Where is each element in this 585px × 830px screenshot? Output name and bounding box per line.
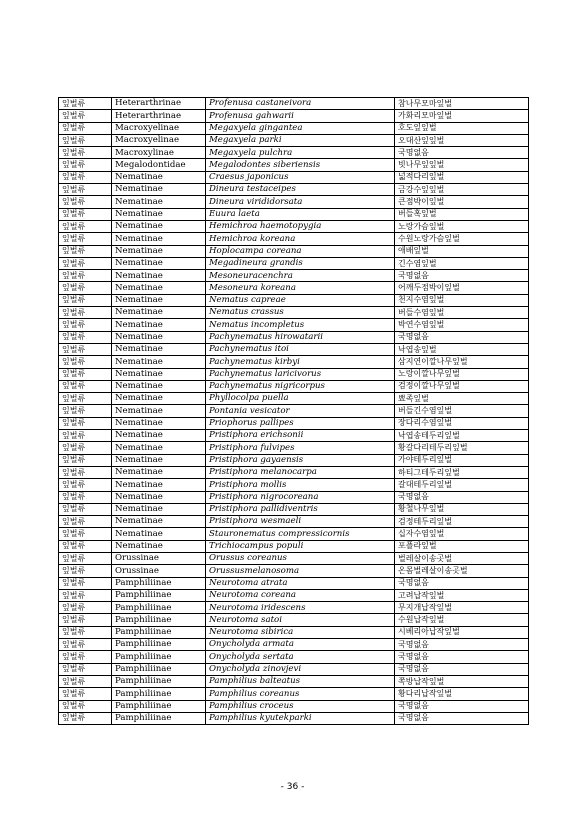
scientific-name-cell: Craesus japonicus [206,171,395,183]
table-row [59,491,529,503]
scientific-name-cell: Pristiphora nigrocoreana [206,491,395,503]
table-row [59,98,529,110]
table-row [59,466,529,478]
table-row [59,270,529,282]
table-row [59,442,529,454]
order-cell: 잎벌류 [59,626,112,638]
table-row [59,614,529,626]
table-row [59,220,529,232]
subfamily-cell: Nematinae [112,479,206,491]
table-row [59,380,529,392]
order-cell: 잎벌류 [59,442,112,454]
order-cell: 잎벌류 [59,159,112,171]
table-row [59,516,529,528]
korean-name-cell: 국명없음 [395,712,529,724]
subfamily-cell: Pamphiliinae [112,626,206,638]
order-cell: 잎벌류 [59,196,112,208]
scientific-name-cell: Nematus incompletus [206,319,395,331]
table-row [59,577,529,589]
table-row [59,147,529,159]
order-cell: 잎벌류 [59,98,112,110]
subfamily-cell: Nematinae [112,503,206,515]
table-row [59,307,529,319]
species-table [58,97,529,725]
korean-name-cell: 박연수염잎벌 [395,319,529,331]
scientific-name-cell: Neurotoma coreana [206,589,395,601]
korean-name-cell: 황철나무잎벌 [395,503,529,515]
order-cell: 잎벌류 [59,380,112,392]
table-row [59,331,529,343]
subfamily-cell: Nematinae [112,442,206,454]
species-table-body [59,98,529,725]
subfamily-cell: Nematinae [112,540,206,552]
korean-name-cell: 벌레살이송곳벌 [395,552,529,564]
order-cell: 잎벌류 [59,184,112,196]
order-cell: 잎벌류 [59,565,112,577]
table-row [59,257,529,269]
scientific-name-cell: Priophorus pallipes [206,417,395,429]
subfamily-cell: Nematinae [112,380,206,392]
subfamily-cell: Pamphiliinae [112,589,206,601]
table-row [59,122,529,134]
scientific-name-cell: Dineura virididorsata [206,196,395,208]
subfamily-cell: Nematinae [112,220,206,232]
subfamily-cell: Pamphiliinae [112,651,206,663]
scientific-name-cell: Pristiphora mollis [206,479,395,491]
table-row [59,479,529,491]
scientific-name-cell: Pristiphora erichsonii [206,430,395,442]
korean-name-cell: 긴수염잎벌 [395,257,529,269]
subfamily-cell: Nematinae [112,184,206,196]
korean-name-cell: 국명없음 [395,651,529,663]
table-row [59,528,529,540]
order-cell: 잎벌류 [59,393,112,405]
table-row [59,110,529,122]
scientific-name-cell: Onycholyda sertata [206,651,395,663]
scientific-name-cell: Pristiphora gayaensis [206,454,395,466]
subfamily-cell: Pamphiliinae [112,602,206,614]
order-cell: 잎벌류 [59,516,112,528]
scientific-name-cell: Hemichroa haemotopygia [206,220,395,232]
subfamily-cell: Nematinae [112,208,206,220]
scientific-name-cell: Hoplocampa coreana [206,245,395,257]
order-cell: 잎벌류 [59,171,112,183]
table-row [59,700,529,712]
order-cell: 잎벌류 [59,552,112,564]
order-cell: 잎벌류 [59,454,112,466]
subfamily-cell: Nematinae [112,405,206,417]
scientific-name-cell: Pachynematus kirbyi [206,356,395,368]
scientific-name-cell: Onycholyda armata [206,639,395,651]
table-row [59,430,529,442]
table-row [59,134,529,146]
table-row [59,319,529,331]
order-cell: 잎벌류 [59,430,112,442]
subfamily-cell: Nematinae [112,245,206,257]
korean-name-cell: 국명없음 [395,577,529,589]
table-row [59,245,529,257]
korean-name-cell: 빗나무잎잎벌 [395,159,529,171]
order-cell: 잎벌류 [59,147,112,159]
order-cell: 잎벌류 [59,331,112,343]
scientific-name-cell: Pristiphora fulvipes [206,442,395,454]
korean-name-cell: 뾰족잎벌 [395,393,529,405]
subfamily-cell: Nematinae [112,307,206,319]
scientific-name-cell: Pachynematus nigricorpus [206,380,395,392]
korean-name-cell: 장다리수염잎벌 [395,417,529,429]
table-row [59,171,529,183]
korean-name-cell: 어깨두점박이잎벌 [395,282,529,294]
table-row [59,208,529,220]
order-cell: 잎벌류 [59,220,112,232]
subfamily-cell: Pamphiliinae [112,688,206,700]
subfamily-cell: Nematinae [112,319,206,331]
table-row [59,540,529,552]
korean-name-cell: 온몸벌레살이송곳벌 [395,565,529,577]
scientific-name-cell: Pachynematus itoi [206,343,395,355]
korean-name-cell: 국명없음 [395,331,529,343]
table-row [59,663,529,675]
scientific-name-cell: Orussus coreanus [206,552,395,564]
korean-name-cell: 황다리납작잎벌 [395,688,529,700]
subfamily-cell: Nematinae [112,516,206,528]
order-cell: 잎벌류 [59,282,112,294]
scientific-name-cell: Hemichroa koreana [206,233,395,245]
subfamily-cell: Nematinae [112,196,206,208]
korean-name-cell: 쪽방납작잎벌 [395,675,529,687]
subfamily-cell: Nematinae [112,171,206,183]
order-cell: 잎벌류 [59,319,112,331]
scientific-name-cell: Dineura testaceipes [206,184,395,196]
korean-name-cell: 낙엽송테두리잎벌 [395,430,529,442]
subfamily-cell: Nematinae [112,368,206,380]
korean-name-cell: 큰점박이잎벌 [395,196,529,208]
scientific-name-cell: Neurotoma iridescens [206,602,395,614]
subfamily-cell: Nematinae [112,528,206,540]
subfamily-cell: Nematinae [112,294,206,306]
scientific-name-cell: Megalodontes siberiensis [206,159,395,171]
korean-name-cell: 포플라잎벌 [395,540,529,552]
scientific-name-cell: Nematus capreae [206,294,395,306]
scientific-name-cell: Euura laeta [206,208,395,220]
korean-name-cell: 버들수염잎벌 [395,307,529,319]
korean-name-cell: 수원노랑가슴잎벌 [395,233,529,245]
subfamily-cell: Pamphiliinae [112,712,206,724]
scientific-name-cell: Onycholyda zinovjevi [206,663,395,675]
order-cell: 잎벌류 [59,368,112,380]
order-cell: 잎벌류 [59,688,112,700]
scientific-name-cell: Megaxyela gingantea [206,122,395,134]
korean-name-cell: 낙엽송잎벌 [395,343,529,355]
table-row [59,343,529,355]
korean-name-cell: 호도잎잎벌 [395,122,529,134]
order-cell: 잎벌류 [59,577,112,589]
scientific-name-cell: Stauronematus compressicornis [206,528,395,540]
korean-name-cell: 국명없음 [395,663,529,675]
scientific-name-cell: Pristiphora wesmaeli [206,516,395,528]
korean-name-cell: 검정이깔나무잎벌 [395,380,529,392]
scientific-name-cell: Megaxyela pulchra [206,147,395,159]
table-row [59,688,529,700]
scientific-name-cell: Neurotoma atrata [206,577,395,589]
scientific-name-cell: Pontania vesicator [206,405,395,417]
order-cell: 잎벌류 [59,675,112,687]
table-row [59,651,529,663]
subfamily-cell: Heterarthrinae [112,110,206,122]
subfamily-cell: Nematinae [112,454,206,466]
scientific-name-cell: Phyllocolpa puella [206,393,395,405]
table-row [59,675,529,687]
table-row [59,405,529,417]
table-row [59,626,529,638]
scientific-name-cell: Neurotoma satoi [206,614,395,626]
korean-name-cell: 가야테두리잎벌 [395,454,529,466]
korean-name-cell: 십자수염잎벌 [395,528,529,540]
korean-name-cell: 하티그테두리잎벌 [395,466,529,478]
subfamily-cell: Orussinae [112,552,206,564]
table-row [59,233,529,245]
scientific-name-cell: Profenusa castaneivora [206,98,395,110]
order-cell: 잎벌류 [59,479,112,491]
scientific-name-cell: Pamphilius coreanus [206,688,395,700]
korean-name-cell: 가화리모마잎벌 [395,110,529,122]
order-cell: 잎벌류 [59,712,112,724]
subfamily-cell: Nematinae [112,393,206,405]
subfamily-cell: Nematinae [112,343,206,355]
subfamily-cell: Pamphiliinae [112,675,206,687]
table-row [59,552,529,564]
order-cell: 잎벌류 [59,466,112,478]
order-cell: 잎벌류 [59,602,112,614]
table-row [59,589,529,601]
subfamily-cell: Nematinae [112,430,206,442]
order-cell: 잎벌류 [59,270,112,282]
subfamily-cell: Nematinae [112,282,206,294]
subfamily-cell: Nematinae [112,270,206,282]
table-row [59,639,529,651]
korean-name-cell: 노랑가슴잎벌 [395,220,529,232]
table-row [59,282,529,294]
table-row [59,454,529,466]
korean-name-cell: 갈대테두리잎벌 [395,479,529,491]
order-cell: 잎벌류 [59,614,112,626]
scientific-name-cell: Pamphilius croceus [206,700,395,712]
korean-name-cell: 버들긴수염잎벌 [395,405,529,417]
scientific-name-cell: Pristiphora pallidiventris [206,503,395,515]
korean-name-cell: 국명없음 [395,491,529,503]
table-row [59,368,529,380]
order-cell: 잎벌류 [59,257,112,269]
subfamily-cell: Pamphiliinae [112,639,206,651]
order-cell: 잎벌류 [59,134,112,146]
subfamily-cell: Macroxylinae [112,147,206,159]
table-row [59,503,529,515]
order-cell: 잎벌류 [59,208,112,220]
scientific-name-cell: Profenusa gahwarii [206,110,395,122]
order-cell: 잎벌류 [59,417,112,429]
order-cell: 잎벌류 [59,639,112,651]
korean-name-cell: 수원납작잎벌 [395,614,529,626]
subfamily-cell: Megalodontidae [112,159,206,171]
page-number: - 36 - [280,782,305,792]
subfamily-cell: Pamphiliinae [112,700,206,712]
korean-name-cell: 넓적다리잎벌 [395,171,529,183]
order-cell: 잎벌류 [59,122,112,134]
order-cell: 잎벌류 [59,503,112,515]
order-cell: 잎벌류 [59,356,112,368]
scientific-name-cell: Trichiocampus populi [206,540,395,552]
table-row [59,294,529,306]
order-cell: 잎벌류 [59,245,112,257]
korean-name-cell: 고려납작잎벌 [395,589,529,601]
scientific-name-cell: Pristiphora melanocarpa [206,466,395,478]
order-cell: 잎벌류 [59,663,112,675]
scientific-name-cell: Nematus crassus [206,307,395,319]
subfamily-cell: Nematinae [112,331,206,343]
scientific-name-cell: Mesoneuracenchra [206,270,395,282]
scientific-name-cell: Pamphilius kyutekparki [206,712,395,724]
korean-name-cell: 시베리아납작잎벌 [395,626,529,638]
korean-name-cell: 천지수염잎벌 [395,294,529,306]
korean-name-cell: 오대산잎잎벌 [395,134,529,146]
korean-name-cell: 삼지연이깔나무잎벌 [395,356,529,368]
table-row [59,184,529,196]
scientific-name-cell: Megadineura grandis [206,257,395,269]
order-cell: 잎벌류 [59,540,112,552]
korean-name-cell: 국명없음 [395,700,529,712]
korean-name-cell: 국명없음 [395,639,529,651]
table-row [59,417,529,429]
scientific-name-cell: Pamphilius balteatus [206,675,395,687]
subfamily-cell: Pamphiliinae [112,614,206,626]
korean-name-cell: 참나무모마잎벌 [395,98,529,110]
subfamily-cell: Heterarthrinae [112,98,206,110]
table-row [59,356,529,368]
order-cell: 잎벌류 [59,651,112,663]
subfamily-cell: Nematinae [112,233,206,245]
order-cell: 잎벌류 [59,307,112,319]
scientific-name-cell: Pachynematus hirowatarii [206,331,395,343]
subfamily-cell: Pamphiliinae [112,663,206,675]
order-cell: 잎벌류 [59,343,112,355]
korean-name-cell: 국명없음 [395,270,529,282]
korean-name-cell: 국명없음 [395,147,529,159]
subfamily-cell: Orussinae [112,565,206,577]
table-row [59,565,529,577]
subfamily-cell: Nematinae [112,417,206,429]
order-cell: 잎벌류 [59,528,112,540]
order-cell: 잎벌류 [59,589,112,601]
table-row [59,393,529,405]
scientific-name-cell: Pachynematus laricivorus [206,368,395,380]
table-row [59,712,529,724]
korean-name-cell: 황갈다리테두리잎벌 [395,442,529,454]
korean-name-cell: 검정테두리잎벌 [395,516,529,528]
order-cell: 잎벌류 [59,491,112,503]
subfamily-cell: Nematinae [112,356,206,368]
korean-name-cell: 버들혹잎벌 [395,208,529,220]
subfamily-cell: Nematinae [112,466,206,478]
order-cell: 잎벌류 [59,405,112,417]
subfamily-cell: Nematinae [112,491,206,503]
subfamily-cell: Macroxyelinae [112,122,206,134]
korean-name-cell: 금강수잎잎벌 [395,184,529,196]
korean-name-cell: 노랑이깔나무잎벌 [395,368,529,380]
scientific-name-cell: Megaxyela parki [206,134,395,146]
order-cell: 잎벌류 [59,233,112,245]
subfamily-cell: Pamphiliinae [112,577,206,589]
table-row [59,196,529,208]
scientific-name-cell: Mesoneura koreana [206,282,395,294]
scientific-name-cell: Neurotoma sibirica [206,626,395,638]
order-cell: 잎벌류 [59,110,112,122]
korean-name-cell: 무지개납작잎벌 [395,602,529,614]
table-row [59,602,529,614]
subfamily-cell: Nematinae [112,257,206,269]
korean-name-cell: 애배잎벌 [395,245,529,257]
scientific-name-cell: Orussusmelanosoma [206,565,395,577]
table-row [59,159,529,171]
subfamily-cell: Macroxyelinae [112,134,206,146]
order-cell: 잎벌류 [59,700,112,712]
order-cell: 잎벌류 [59,294,112,306]
